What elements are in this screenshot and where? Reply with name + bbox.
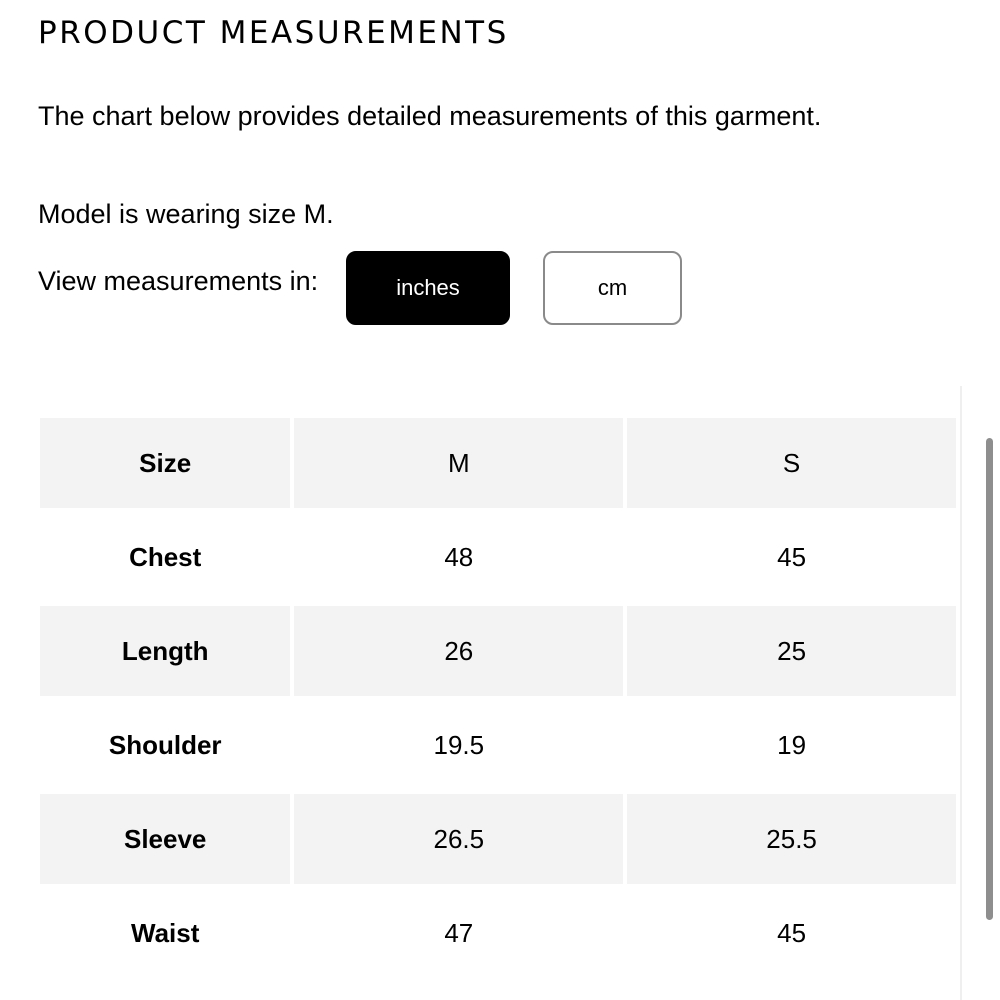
- table-row: [40, 700, 956, 790]
- page-title: PRODUCT MEASUREMENTS: [38, 15, 509, 51]
- intro-text: The chart below provides detailed measurements of this garment.: [38, 101, 822, 131]
- table-row: [40, 794, 956, 884]
- table-cell: 26.5: [294, 794, 623, 884]
- row-label: Length: [40, 606, 290, 696]
- table-scroll-track: [960, 386, 962, 1000]
- table-cell: 45: [627, 512, 956, 602]
- table-header-row: [40, 418, 956, 508]
- units-label: View measurements in:: [38, 266, 319, 296]
- table-cell: 19: [627, 700, 956, 790]
- table-cell: 25.5: [627, 794, 956, 884]
- table-cell: 26: [294, 606, 623, 696]
- table-cell: 19.5: [294, 700, 623, 790]
- table-row: [40, 888, 956, 978]
- page-scrollbar-thumb[interactable]: [986, 438, 993, 920]
- row-label: Chest: [40, 512, 290, 602]
- table-cell: 25: [627, 606, 956, 696]
- row-label: Sleeve: [40, 794, 290, 884]
- inches-button[interactable]: inches: [346, 251, 510, 325]
- table-cell: 47: [294, 888, 623, 978]
- table-row: [40, 512, 956, 602]
- table-cell: 45: [627, 888, 956, 978]
- header-cell-s: S: [627, 418, 956, 508]
- table-cell: 48: [294, 512, 623, 602]
- cm-button[interactable]: cm: [543, 251, 682, 325]
- table-row: [40, 606, 956, 696]
- row-label: Shoulder: [40, 700, 290, 790]
- measurements-table-container: [38, 416, 960, 982]
- header-cell-size: Size: [40, 418, 290, 508]
- measurements-table: [36, 414, 960, 982]
- row-label: Waist: [40, 888, 290, 978]
- header-cell-m: M: [294, 418, 623, 508]
- model-size-note: Model is wearing size M.: [38, 199, 334, 229]
